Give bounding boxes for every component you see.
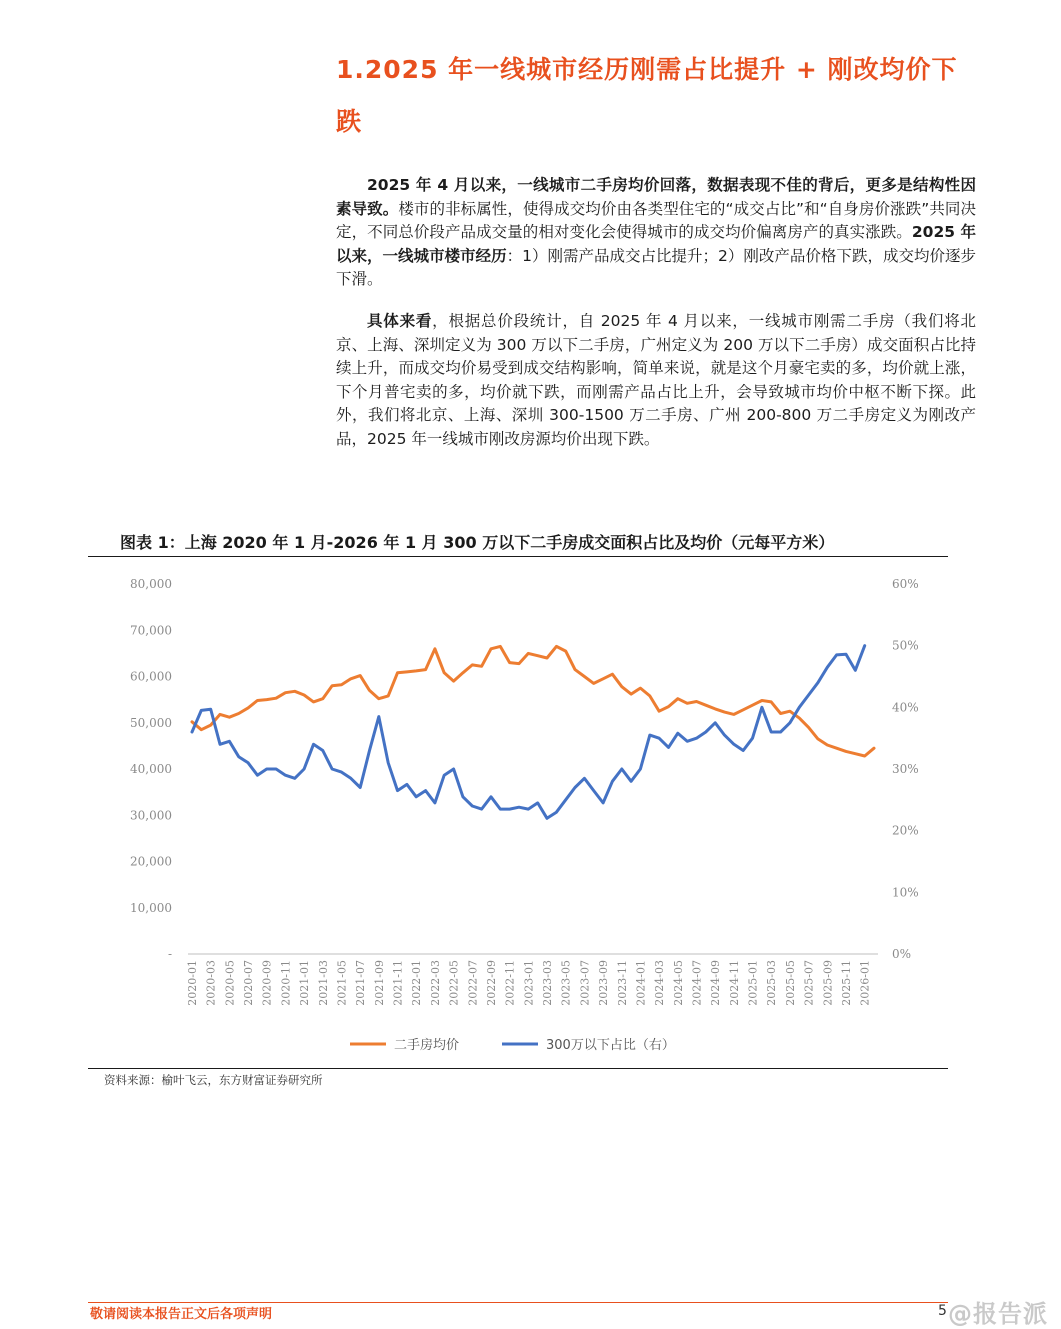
x-tick-label: 2023-07 [578,960,592,1006]
x-tick-label: 2025-11 [839,960,853,1006]
p2-bold-lead: 具体来看 [367,312,433,330]
left-axis-ticks [130,577,172,961]
series-line-price [192,646,874,756]
x-tick-label: 2021-03 [316,960,330,1006]
x-tick-label: 2022-01 [410,960,424,1006]
x-tick-label: 2025-09 [821,960,835,1006]
x-tick-label: 2020-11 [279,960,293,1006]
right-tick-label: 20% [892,823,919,838]
x-tick-label: 2022-03 [428,960,442,1006]
x-tick-label: 2024-09 [709,960,723,1006]
x-tick-label: 2023-05 [559,960,573,1006]
left-tick-label: 20,000 [130,854,172,869]
series-lines [192,646,874,819]
x-tick-label: 2021-05 [335,960,349,1006]
right-tick-label: 10% [892,885,919,900]
x-tick-label: 2025-03 [765,960,779,1006]
x-tick-label: 2022-07 [466,960,480,1006]
x-tick-label: 2022-11 [503,960,517,1006]
right-tick-label: 40% [892,700,919,715]
x-tick-label: 2023-09 [597,960,611,1006]
left-tick-label: - [167,947,172,961]
x-tick-label: 2024-11 [727,960,741,1006]
legend-label-price: 二手房均价 [394,1038,460,1053]
x-tick-label: 2022-05 [447,960,461,1006]
x-tick-label: 2025-05 [783,960,797,1006]
paragraph-1 [336,174,976,292]
x-tick-label: 2021-11 [391,960,405,1006]
x-tick-label: 2023-01 [522,960,536,1006]
figure-title: 图表 1：上海 2020 年 1 月-2026 年 1 月 300 万以下二手房成交面积占比及均价（元每平方米） [120,533,835,552]
x-tick-label: 2020-03 [204,960,218,1006]
x-tick-label: 2021-07 [354,960,368,1006]
x-tick-label: 2024-03 [653,960,667,1006]
right-tick-label: 30% [892,762,919,776]
figure-bottom-rule [88,1068,948,1069]
x-tick-label: 2022-09 [484,960,498,1006]
x-tick-label: 2021-01 [298,960,312,1006]
left-tick-label: 80,000 [130,577,172,591]
page-number: 5 [938,1303,947,1319]
left-tick-label: 30,000 [130,808,172,823]
figure-source: 资料来源：榆叶飞云，东方财富证券研究所 [104,1073,323,1087]
x-tick-label: 2023-03 [541,960,555,1006]
line-chart [88,560,948,1068]
x-tick-label: 2024-05 [671,960,685,1006]
footer-disclaimer: 敬请阅读本报告正文后各项声明 [90,1307,273,1322]
left-tick-label: 40,000 [130,762,172,776]
chart-legend [350,1037,675,1053]
x-tick-label: 2026-01 [858,960,872,1006]
x-tick-label: 2021-09 [372,960,386,1006]
right-tick-label: 60% [892,577,919,591]
left-tick-label: 10,000 [130,900,172,915]
p1-bold-mid: 2025 年以来，一线城市楼市经历 [336,223,976,265]
right-axis-ticks [892,577,919,961]
x-tick-label: 2020-07 [242,960,256,1006]
paragraph-2 [336,310,976,451]
p1-text-end: ：1）刚需产品成交占比提升；2）刚改产品价格下跌，成交均价逐步下滑。 [336,246,976,288]
x-tick-label: 2020-05 [223,960,237,1006]
x-tick-label: 2024-07 [690,960,704,1006]
x-axis-ticks [186,960,872,1006]
p1-text: 楼市的非标属性，使得成交均价由各类型住宅的“成交占比”和“自身房价涨跌”共同决定，不同总价段产品成交量的相对变化会使得城市的成交均价偏离房产的真实涨跌。 [336,199,976,241]
x-tick-label: 2023-11 [615,960,629,1006]
p2-text: ，根据总价段统计，自 2025 年 4 月以来，一线城市刚需二手房（我们将北京、上海、深圳定义为 300 万以下二手房，广州定义为 200 万以下二手房）成交面积占比持续上升，而成交均价易受到成交结构影响，简单来说，就是这个月豪宅卖的多，均价就上涨，下个月普宅卖的多，均价就下跌，而刚需产品占比上升，会导致城市均价中枢不断下探。此外，我们将北京、上海、深圳 300-1500 万二手房、广州 200-800 万二手房定义为刚改产品，2025 年一线城市刚改房源均价出现下跌。 [336,312,976,448]
right-tick-label: 0% [892,947,912,961]
watermark-logo: @报告派 [948,1300,1048,1328]
x-tick-label: 2025-01 [746,960,760,1006]
series-line-share [192,646,865,819]
p1-bold-lead: 2025 年 4 月以来，一线城市二手房均价回落，数据表现不佳的背后，更多是结构性因素导致。 [336,176,976,218]
left-tick-label: 70,000 [130,623,172,638]
legend-label-share: 300万以下占比（右） [546,1038,675,1053]
x-tick-label: 2020-09 [260,960,274,1006]
left-tick-label: 60,000 [130,669,172,684]
right-tick-label: 50% [892,638,919,653]
x-tick-label: 2024-01 [634,960,648,1006]
x-tick-label: 2020-01 [186,960,199,1006]
left-tick-label: 50,000 [130,715,172,730]
section-heading: 1.2025 年一线城市经历刚需占比提升 + 刚改均价下跌 [336,55,958,136]
x-tick-label: 2025-07 [802,960,816,1006]
figure-top-rule [88,556,948,557]
